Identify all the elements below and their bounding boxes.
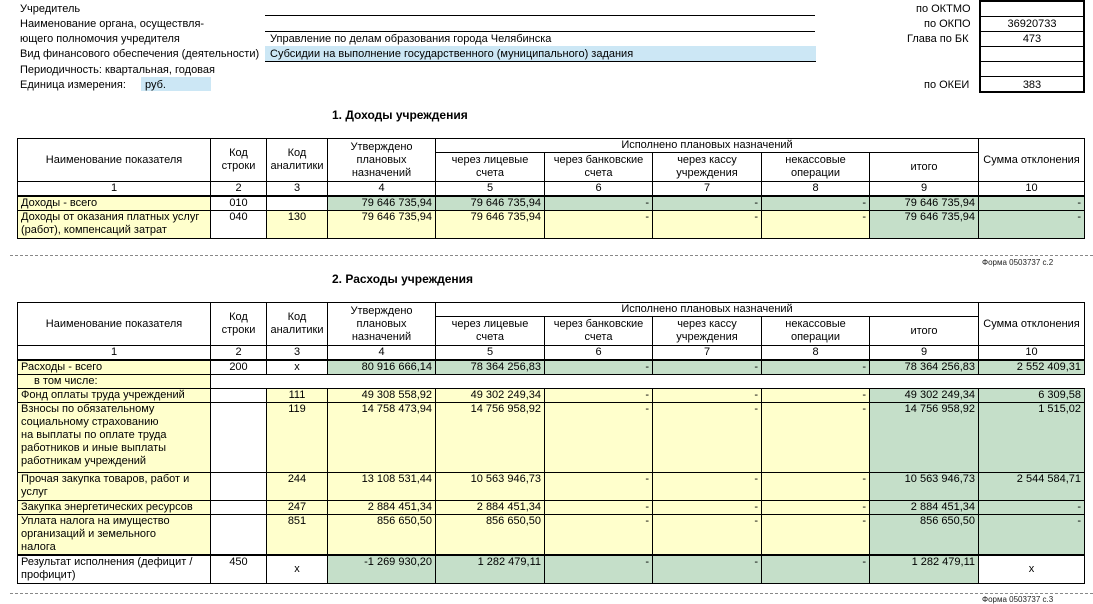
row-approved: 856 650,50 (328, 515, 436, 556)
col-total-header: итого (870, 317, 979, 346)
organ-top-line (265, 31, 815, 32)
okpo-value: 36920733 (1007, 18, 1057, 30)
table-row (18, 515, 1085, 556)
col-number: 10 (979, 182, 1085, 197)
row-code (211, 403, 267, 473)
row-accounts: 79 646 735,94 (436, 196, 545, 211)
col-accounts-header: через лицевые счета (436, 317, 545, 346)
row-noncash: - (762, 473, 870, 501)
row-approved: 2 884 451,34 (328, 501, 436, 515)
col-number: 7 (653, 182, 762, 197)
table-row (18, 501, 1085, 515)
row-in-that-number: в том числе: (18, 375, 211, 389)
row-deviation: 1 515,02 (979, 403, 1085, 473)
uchreditel-underline (265, 15, 815, 16)
row-code (211, 501, 267, 515)
col-code-header: Код строки (211, 139, 267, 182)
okei-value: 383 (1022, 79, 1042, 91)
row-name: Доходы - всего (18, 196, 211, 211)
codes-line-4 (980, 61, 1084, 62)
col-number: 5 (436, 346, 545, 361)
col-total-header: итого (870, 153, 979, 182)
col-approved-header: Утверждено плановых назначений (328, 303, 436, 346)
row-bank: - (545, 389, 653, 403)
row-bank: - (545, 196, 653, 211)
organ-value: Управление по делам образования города Челябинска (270, 33, 552, 45)
row-cash: - (653, 555, 762, 583)
row-empty-fill (211, 375, 1085, 389)
row-cash: - (653, 389, 762, 403)
row-code (211, 515, 267, 556)
col-bank-header: через банковские счета (545, 317, 653, 346)
row-total: 79 646 735,94 (870, 211, 979, 239)
col-deviation-header: Сумма отклонения (979, 303, 1085, 346)
row-total: 78 364 256,83 (870, 360, 979, 375)
row-approved: 79 646 735,94 (328, 196, 436, 211)
col-number: 1 (18, 182, 211, 197)
row-total: 10 563 946,73 (870, 473, 979, 501)
row-accounts: 14 756 958,92 (436, 403, 545, 473)
row-deviation: 2 552 409,31 (979, 360, 1085, 375)
row-name: Расходы - всего (18, 360, 211, 375)
col-code-header: Код строки (211, 303, 267, 346)
row-total: 1 282 479,11 (870, 555, 979, 583)
organ-label-2: ющего полномочия учредителя (20, 33, 180, 45)
row-approved: 49 308 558,92 (328, 389, 436, 403)
row-noncash: - (762, 501, 870, 515)
row-analytics: 111 (267, 389, 328, 403)
row-noncash: - (762, 403, 870, 473)
row-bank: - (545, 473, 653, 501)
codes-line-5 (980, 76, 1084, 77)
row-bank: - (545, 211, 653, 239)
col-name-header: Наименование показателя (18, 139, 211, 182)
row-bank: - (545, 360, 653, 375)
row-accounts: 79 646 735,94 (436, 211, 545, 239)
row-deviation: x (979, 555, 1085, 583)
row-name: Доходы от оказания платных услуг (работ), компенсаций затрат (18, 211, 211, 239)
row-accounts: 78 364 256,83 (436, 360, 545, 375)
row-accounts: 49 302 249,34 (436, 389, 545, 403)
table-row (18, 375, 1085, 389)
col-analytics-header: Код аналитики (267, 303, 328, 346)
col-deviation-header: Сумма отклонения (979, 139, 1085, 182)
col-number: 10 (979, 346, 1085, 361)
glava-value: 473 (1022, 33, 1042, 45)
col-number: 6 (545, 346, 653, 361)
row-noncash: - (762, 389, 870, 403)
row-accounts: 856 650,50 (436, 515, 545, 556)
row-approved: 13 108 531,44 (328, 473, 436, 501)
period-label: Периодичность: квартальная, годовая (20, 64, 215, 76)
forma-page-3: Форма 0503737 с.3 (982, 595, 1054, 604)
row-noncash: - (762, 360, 870, 375)
table-row (18, 196, 1085, 211)
glava-label: Глава по БК (907, 33, 969, 45)
row-name: Фонд оплаты труда учреждений (18, 389, 211, 403)
row-deviation: 2 544 584,71 (979, 473, 1085, 501)
page-break-2 (10, 593, 1093, 594)
row-code (211, 473, 267, 501)
col-cash-header: через кассу учреждения (653, 153, 762, 182)
row-name: Результат исполнения (дефицит / профицит) (18, 555, 211, 583)
row-code (211, 389, 267, 403)
row-name: Взносы по обязательному социальному страхованию на выплаты по оплате труда работников и иные выплаты работникам учреждений (18, 403, 211, 473)
row-approved: 79 646 735,94 (328, 211, 436, 239)
row-cash: - (653, 501, 762, 515)
col-number: 3 (267, 346, 328, 361)
row-analytics: 851 (267, 515, 328, 556)
row-noncash: - (762, 555, 870, 583)
row-bank: - (545, 555, 653, 583)
row-analytics: 119 (267, 403, 328, 473)
col-name-header: Наименование показателя (18, 303, 211, 346)
row-total: 79 646 735,94 (870, 196, 979, 211)
row-analytics: 244 (267, 473, 328, 501)
row-analytics (267, 196, 328, 211)
row-name: Уплата налога на имущество организаций и земельного налога (18, 515, 211, 556)
row-approved: 80 916 666,14 (328, 360, 436, 375)
row-noncash: - (762, 211, 870, 239)
col-number: 4 (328, 346, 436, 361)
col-number: 8 (762, 346, 870, 361)
row-total: 49 302 249,34 (870, 389, 979, 403)
row-accounts: 10 563 946,73 (436, 473, 545, 501)
codes-line-3 (980, 46, 1084, 47)
expenses-title: 2. Расходы учреждения (332, 272, 474, 286)
col-number: 9 (870, 346, 979, 361)
row-bank: - (545, 501, 653, 515)
table-row (18, 211, 1085, 239)
row-cash: - (653, 360, 762, 375)
col-noncash-header: некассовые операции (762, 317, 870, 346)
col-number: 1 (18, 346, 211, 361)
col-bank-header: через банковские счета (545, 153, 653, 182)
row-code: 040 (211, 211, 267, 239)
organ-label-1: Наименование органа, осуществля- (20, 18, 205, 30)
col-executed-header: Исполнено плановых назначений (436, 139, 979, 153)
finance-value: Субсидии на выполнение государственного (муниципального) задания (270, 48, 634, 60)
row-code: 450 (211, 555, 267, 583)
row-bank: - (545, 403, 653, 473)
oktmo-label: по ОКТМО (916, 3, 971, 15)
uchreditel-label: Учредитель (20, 3, 81, 15)
col-analytics-header: Код аналитики (267, 139, 328, 182)
col-cash-header: через кассу учреждения (653, 317, 762, 346)
row-deviation: - (979, 196, 1085, 211)
col-number: 6 (545, 182, 653, 197)
row-name: Закупка энергетических ресурсов (18, 501, 211, 515)
income-title: 1. Доходы учреждения (332, 108, 468, 122)
table-row (18, 403, 1085, 473)
okei-label: по ОКЕИ (924, 79, 970, 91)
table-row (18, 473, 1085, 501)
col-noncash-header: некассовые операции (762, 153, 870, 182)
unit-value: руб. (145, 79, 166, 91)
row-approved: -1 269 930,20 (328, 555, 436, 583)
row-analytics: 130 (267, 211, 328, 239)
col-accounts-header: через лицевые счета (436, 153, 545, 182)
row-cash: - (653, 403, 762, 473)
row-noncash: - (762, 196, 870, 211)
table-row (18, 360, 1085, 375)
row-code: 010 (211, 196, 267, 211)
row-analytics: 247 (267, 501, 328, 515)
col-number: 8 (762, 182, 870, 197)
col-number: 2 (211, 346, 267, 361)
row-deviation: - (979, 501, 1085, 515)
row-deviation: 6 309,58 (979, 389, 1085, 403)
row-accounts: 2 884 451,34 (436, 501, 545, 515)
row-cash: - (653, 473, 762, 501)
row-total: 856 650,50 (870, 515, 979, 556)
row-total: 2 884 451,34 (870, 501, 979, 515)
page-break-1 (10, 255, 1093, 256)
row-deviation: - (979, 211, 1085, 239)
finance-label: Вид финансового обеспечения (деятельности) (20, 48, 260, 60)
forma-page-2: Форма 0503737 с.2 (982, 258, 1054, 267)
col-number: 2 (211, 182, 267, 197)
row-total: 14 756 958,92 (870, 403, 979, 473)
col-executed-header: Исполнено плановых назначений (436, 303, 979, 317)
codes-line-1 (980, 16, 1084, 17)
table-row (18, 389, 1085, 403)
col-number: 9 (870, 182, 979, 197)
okpo-label: по ОКПО (924, 18, 971, 30)
row-cash: - (653, 515, 762, 556)
table-row (18, 555, 1085, 583)
expenses-table (17, 302, 1085, 584)
col-number: 3 (267, 182, 328, 197)
col-number: 5 (436, 182, 545, 197)
col-number: 4 (328, 182, 436, 197)
row-cash: - (653, 211, 762, 239)
col-number: 7 (653, 346, 762, 361)
unit-label: Единица измерения: (20, 79, 126, 91)
row-code: 200 (211, 360, 267, 375)
row-noncash: - (762, 515, 870, 556)
row-analytics: x (267, 360, 328, 375)
row-name: Прочая закупка товаров, работ и услуг (18, 473, 211, 501)
row-deviation: - (979, 515, 1085, 556)
row-cash: - (653, 196, 762, 211)
row-analytics: x (267, 555, 328, 583)
codes-line-2 (980, 31, 1084, 32)
row-accounts: 1 282 479,11 (436, 555, 545, 583)
row-bank: - (545, 515, 653, 556)
col-approved-header: Утверждено плановых назначений (328, 139, 436, 182)
income-table (17, 138, 1085, 239)
row-approved: 14 758 473,94 (328, 403, 436, 473)
